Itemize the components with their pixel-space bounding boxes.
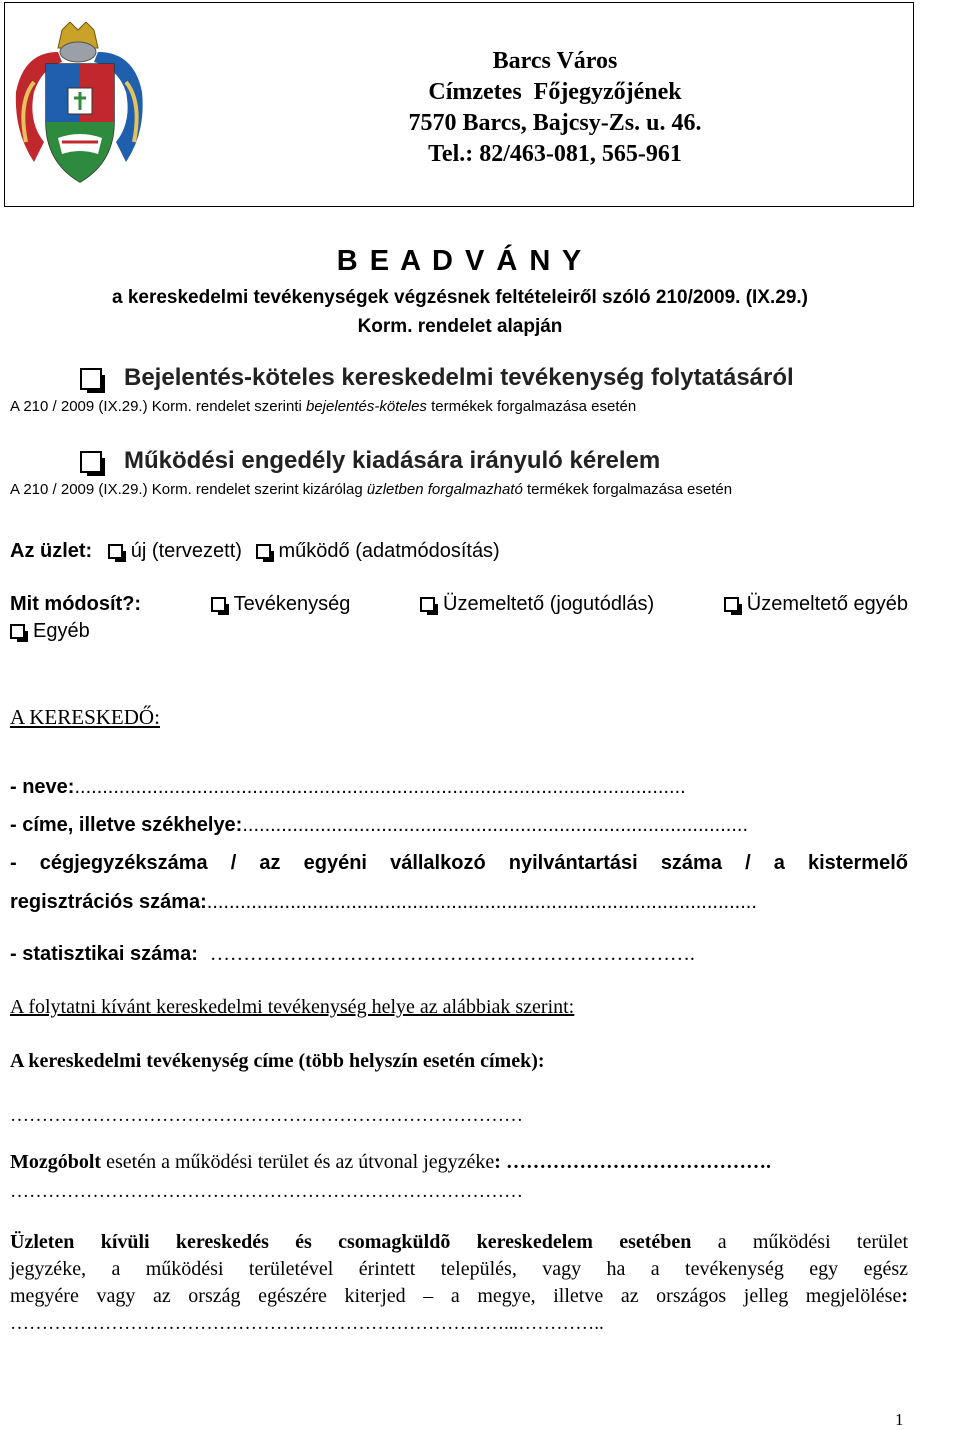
modify-label: Mit módosít?:: [10, 593, 142, 615]
operator-succession-label: Üzemeltető (jogutódlás): [443, 593, 655, 615]
shop-status-label: Az üzlet:: [10, 540, 93, 562]
activity-address-heading: A kereskedelmi tevékenység címe (több helyszín esetén címek):: [10, 1050, 545, 1072]
activity-checkbox[interactable]: [211, 597, 226, 612]
modify-activity[interactable]: [211, 593, 351, 616]
registration-field[interactable]: [10, 891, 960, 914]
operator-succession-checkbox[interactable]: [420, 597, 435, 612]
authority-phone: Tel.: 82/463-081, 565-961: [428, 141, 682, 167]
new-shop-checkbox[interactable]: [108, 544, 123, 559]
outside-trade-text: a működési terület: [691, 1231, 909, 1253]
operator-other-checkbox[interactable]: [724, 597, 739, 612]
outside-trade-line-2: jegyzéke, a működési területével érintett település, vagy ha a tevékenység egy egész: [10, 1258, 908, 1280]
outside-trade-text-3: megyére vagy az ország egészére kiterjed – a megye, illetve az országos jelleg megjelölése: [10, 1285, 902, 1307]
option-notification-label: Bejelentés-köteles kereskedelmi tevékenység folytatásáról: [124, 364, 794, 391]
existing-shop-checkbox[interactable]: [256, 544, 271, 559]
document-title: B E A D V Á N Y: [336, 245, 584, 277]
note-italic: bejelentés-köteles: [306, 398, 427, 415]
coat-of-arms-logo: [14, 22, 146, 187]
option-permit[interactable]: [80, 447, 660, 475]
shop-status-row: [10, 540, 500, 563]
mobile-shop-row: [10, 1151, 771, 1174]
outside-trade-colon: :: [901, 1285, 908, 1307]
existing-shop-label: működő (adatmódosítás): [278, 540, 500, 562]
subtitle-line-2: Korm. rendelet alapján: [357, 316, 563, 337]
option-permit-label: Működési engedély kiadására irányuló kérelem: [124, 447, 661, 474]
note-italic: üzletben forgalmazható: [366, 481, 523, 498]
registration-label: regisztrációs száma:: [10, 891, 207, 913]
option-notification-note: [10, 398, 636, 415]
outside-trade-bold: Üzleten kívüli kereskedés és csomagküldõ kereskedelem esetében: [10, 1231, 692, 1253]
address-dots: ...........................................................................................: [242, 814, 748, 836]
outside-trade-dots[interactable]: ……………………………………………………………………...…………..: [10, 1313, 604, 1334]
address-label: - címe, illetve székhelye:: [10, 814, 243, 836]
merchant-heading: A KERESKEDŐ:: [10, 705, 160, 729]
modify-operator-succession[interactable]: [420, 593, 654, 616]
other-checkbox[interactable]: [10, 624, 25, 639]
activity-address-dots[interactable]: ………………………………………………………………………: [10, 1105, 523, 1126]
notification-checkbox[interactable]: [80, 368, 102, 390]
mobile-shop-dots-line[interactable]: ………………………………………………………………………: [10, 1181, 523, 1202]
registration-label-line: - cégjegyzékszáma / az egyéni vállalkozó nyilvántartási száma / a kistermelő: [10, 852, 908, 874]
outside-trade-line-1: [10, 1229, 908, 1256]
authority-office: Címzetes Főjegyzőjének: [428, 79, 682, 105]
option-permit-note: [10, 481, 732, 498]
modify-row: [10, 593, 908, 616]
permit-checkbox[interactable]: [80, 451, 102, 473]
note-text: termékek forgalmazása esetén: [426, 398, 637, 415]
mobile-shop-dots[interactable]: : ………………………………….: [494, 1151, 771, 1173]
other-label: Egyéb: [33, 620, 90, 642]
registration-dots: ...................................................................................................: [206, 891, 757, 913]
statistical-field[interactable]: [10, 943, 960, 966]
mobile-shop-bold: Mozgóbolt: [10, 1151, 102, 1173]
outside-trade-line-3: [10, 1283, 908, 1310]
document-subtitle: [20, 283, 900, 341]
activity-label: Tevékenység: [233, 593, 351, 615]
authority-address: [300, 46, 810, 170]
note-text: A 210 / 2009 (IX.29.) Korm. rendelet szerinti: [10, 398, 306, 415]
name-field[interactable]: [10, 776, 960, 799]
authority-city: Barcs Város: [492, 48, 618, 74]
new-shop-label: új (tervezett): [130, 540, 242, 562]
option-notification[interactable]: [80, 364, 794, 392]
page-number: 1: [895, 1410, 904, 1429]
authority-street: 7570 Barcs, Bajcsy-Zs. u. 46.: [408, 110, 702, 136]
outside-trade-paragraph: [10, 1229, 908, 1337]
subtitle-line-1: a kereskedelmi tevékenységek végzésnek feltételeiről szóló 210/2009. (IX.29.): [111, 287, 808, 308]
modify-other[interactable]: [10, 620, 90, 643]
mobile-shop-text: esetén a működési terület és az útvonal jegyzéke: [101, 1151, 495, 1173]
operator-other-label: Üzemeltető egyéb: [746, 593, 908, 615]
name-dots: ..............................................................................................................: [74, 776, 686, 798]
modify-operator-other[interactable]: [724, 593, 908, 616]
statistical-dots: ……………………………………………………………….: [209, 943, 695, 965]
address-field[interactable]: [10, 814, 960, 837]
note-text: A 210 / 2009 (IX.29.) Korm. rendelet szerint kizárólag: [10, 481, 367, 498]
statistical-label: - statisztikai száma:: [10, 943, 198, 965]
name-label: - neve:: [10, 776, 75, 798]
note-text: termékek forgalmazása esetén: [522, 481, 733, 498]
location-heading: A folytatni kívánt kereskedelmi tevékenység helye az alábbiak szerint:: [10, 996, 575, 1018]
